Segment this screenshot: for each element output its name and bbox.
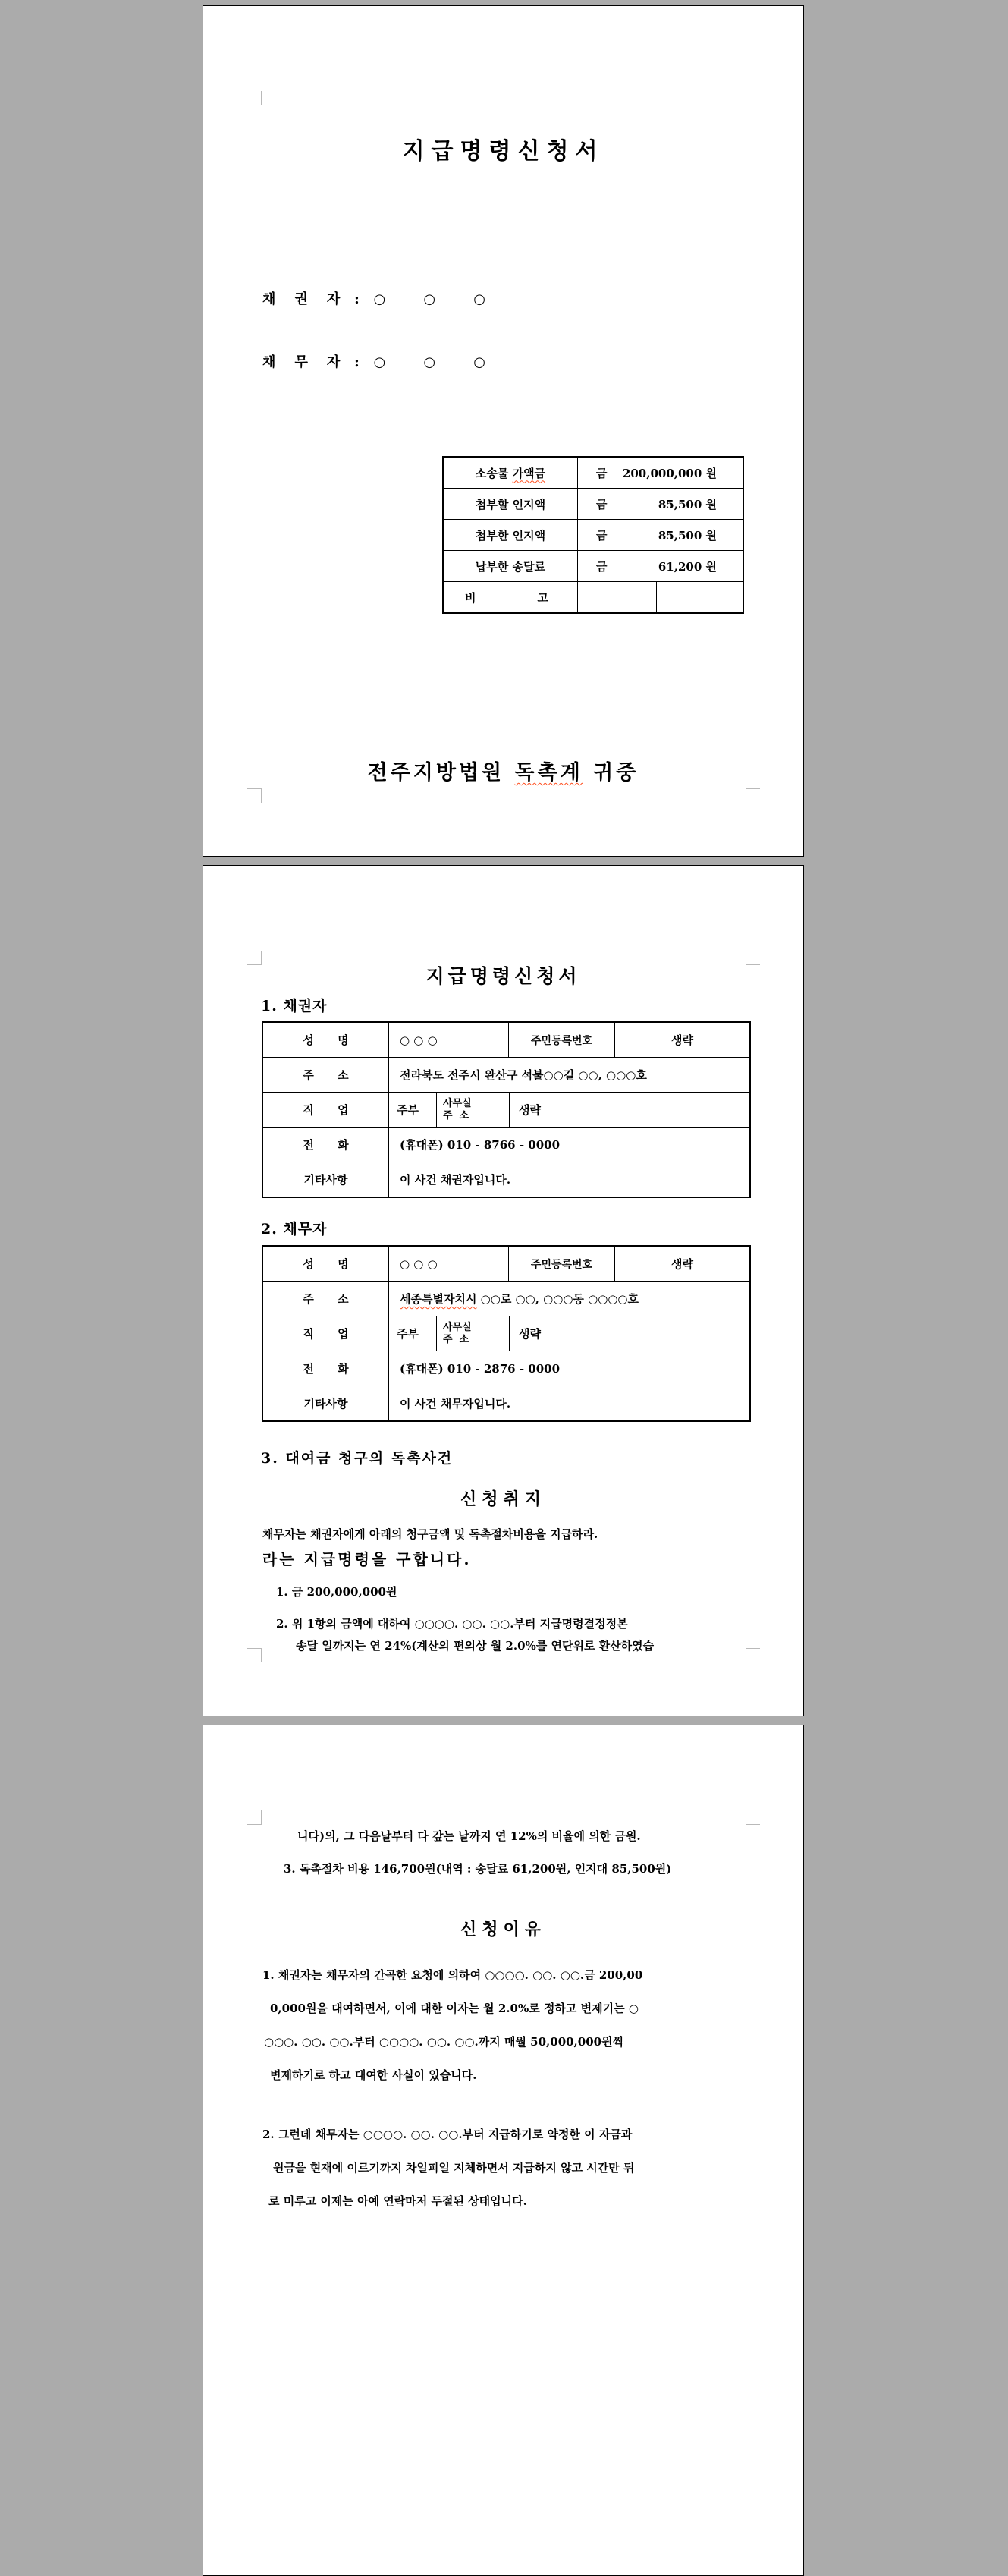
claim-continuation-line: 니다)의, 그 다음날부터 다 갚는 날까지 연 12%의 비율에 의한 금원. xyxy=(297,1829,641,1843)
amount: 200,000,000 원 xyxy=(622,466,717,480)
row-etc xyxy=(263,1162,749,1197)
fee-label-misspelled: 가액금 xyxy=(512,466,546,480)
job-value: 주부 xyxy=(388,1093,436,1127)
crop-mark-bottom-right xyxy=(746,1648,760,1662)
etc-label: 기타사항 xyxy=(303,1173,348,1187)
address-value xyxy=(388,1282,749,1316)
remarks-label-left: 비 xyxy=(465,590,476,605)
remarks-empty-cell-2 xyxy=(656,582,743,612)
job-value: 주부 xyxy=(388,1316,436,1351)
reason-para2-line1: 2. 그런데 채무자는 ○○○○. ○○. ○○.부터 지급하기로 약정한 이 자금과 xyxy=(262,2128,633,2141)
fee-label: 첨부할 인지액 xyxy=(475,497,546,511)
fee-label: 첨부한 인지액 xyxy=(475,528,546,543)
address-label: 주 소 xyxy=(303,1292,349,1306)
amount: 85,500 원 xyxy=(658,528,717,543)
reason-title: 신청이유 xyxy=(460,1920,546,1939)
creditor-info-table xyxy=(262,1021,751,1198)
address-misspelled: 세종특별자치시 xyxy=(400,1292,477,1306)
name-label: 성 명 xyxy=(303,1033,349,1047)
reason-para1-line3: ○○○. ○○. ○○.부터 ○○○○. ○○. ○○.까지 매월 50,000,000원씩 xyxy=(264,2035,624,2049)
claim-item-2-continuation: 송달 일까지는 연 24%(계산의 편의상 월 2.0%를 연단위로 환산하였습 xyxy=(296,1639,655,1653)
fee-table xyxy=(442,456,744,614)
amount: 85,500 원 xyxy=(658,497,717,511)
office-address-value: 생략 xyxy=(509,1093,749,1127)
claim-item-3: 3. 독촉절차 비용 146,700원(내역 : 송달료 61,200원, 인지대 85,500원) xyxy=(284,1862,672,1876)
fee-label-text: 소송물 xyxy=(475,466,513,480)
address-value: 전라북도 전주시 완산구 석불○○길 ○○, ○○○호 xyxy=(388,1058,749,1092)
page-title: 지급명령신청서 xyxy=(425,965,581,987)
address-rest: ○○로 ○○, ○○○동 ○○○○호 xyxy=(476,1292,639,1306)
name-value: ○ ○ ○ xyxy=(388,1023,508,1057)
fee-row-stamp-due xyxy=(444,488,743,519)
creditor-line: 채 권 자 : ○ ○ ○ xyxy=(262,291,485,307)
court-address-line xyxy=(203,756,803,785)
crop-mark-top-left xyxy=(247,91,262,105)
fee-value xyxy=(577,520,743,550)
purpose-line-1: 채무자는 채권자에게 아래의 청구금액 및 독촉절차비용을 지급하라. xyxy=(262,1527,598,1541)
office-label-line2: 주 소 xyxy=(443,1109,469,1121)
office-address-label xyxy=(436,1316,509,1351)
fee-value xyxy=(577,458,743,488)
row-phone xyxy=(263,1127,749,1162)
rrn-label: 주민등록번호 xyxy=(508,1247,614,1281)
address-label: 주 소 xyxy=(303,1068,349,1082)
crop-mark-bottom-right xyxy=(746,788,760,803)
office-label-line1: 사무실 xyxy=(443,1321,472,1333)
remarks-label xyxy=(444,582,577,612)
amount: 61,200 원 xyxy=(658,559,717,574)
fee-value xyxy=(577,551,743,581)
fee-label: 납부한 송달료 xyxy=(475,559,546,574)
crop-mark-bottom-left xyxy=(247,1648,262,1662)
rrn-value: 생략 xyxy=(614,1023,749,1057)
claim-item-2: 2. 위 1항의 금액에 대하여 ○○○○. ○○. ○○.부터 지급명령결정정본 xyxy=(276,1617,628,1631)
fee-row-stamp-attached xyxy=(444,519,743,550)
rrn-value: 생략 xyxy=(614,1247,749,1281)
phone-label: 전 화 xyxy=(303,1138,349,1152)
fee-row-remarks xyxy=(444,581,743,612)
reason-para1-line2: 0,000원을 대여하면서, 이에 대한 이자는 월 2.0%로 정하고 변제기는 ○ xyxy=(270,2002,639,2015)
purpose-title: 신청취지 xyxy=(460,1489,546,1509)
currency-mark: 금 xyxy=(596,528,608,543)
phone-label: 전 화 xyxy=(303,1362,349,1376)
crop-mark-bottom-left xyxy=(247,788,262,803)
phone-value: (휴대폰) 010 - 8766 - 0000 xyxy=(388,1128,749,1162)
row-job xyxy=(263,1316,749,1351)
row-etc xyxy=(263,1386,749,1420)
currency-mark: 금 xyxy=(596,466,608,480)
court-dept-misspelled: 독촉계 xyxy=(514,761,583,785)
rrn-label: 주민등록번호 xyxy=(508,1023,614,1057)
phone-value: (휴대폰) 010 - 2876 - 0000 xyxy=(388,1351,749,1386)
fee-label xyxy=(444,458,577,488)
reason-para1-line1: 1. 채권자는 채무자의 간곡한 요청에 의하여 ○○○○. ○○. ○○.금 200,00 xyxy=(262,1968,643,1982)
etc-value: 이 사건 채권자입니다. xyxy=(388,1162,749,1197)
row-address xyxy=(263,1281,749,1316)
purpose-line-2: 라는 지급명령을 구합니다. xyxy=(262,1550,472,1568)
etc-label: 기타사항 xyxy=(303,1397,348,1411)
office-label-line1: 사무실 xyxy=(443,1097,472,1109)
etc-value: 이 사건 채무자입니다. xyxy=(388,1386,749,1420)
claim-item-1: 1. 금 200,000,000원 xyxy=(276,1585,397,1599)
currency-mark: 금 xyxy=(596,497,608,511)
section-heading-debtor: 2. 채무자 xyxy=(261,1221,328,1238)
page-3[interactable] xyxy=(203,1725,804,2576)
name-value: ○ ○ ○ xyxy=(388,1247,508,1281)
remarks-label-right: 고 xyxy=(537,590,548,605)
row-address xyxy=(263,1057,749,1092)
row-name xyxy=(263,1023,749,1057)
page-2[interactable] xyxy=(203,865,804,1716)
crop-mark-top-right xyxy=(746,1810,760,1825)
page-title: 지급명령신청서 xyxy=(402,138,604,165)
row-job xyxy=(263,1092,749,1127)
remarks-empty-cell-1 xyxy=(577,582,656,612)
reason-para2-line2: 원금을 현재에 이르기까지 차일피일 지체하면서 지급하지 않고 시간만 뒤 xyxy=(273,2161,635,2175)
office-label-line2: 주 소 xyxy=(443,1333,469,1345)
crop-mark-top-left xyxy=(247,1810,262,1825)
section-heading-case: 3. 대여금 청구의 독촉사건 xyxy=(261,1450,454,1467)
section-heading-creditor: 1. 채권자 xyxy=(261,998,328,1014)
job-label: 직 업 xyxy=(303,1103,349,1117)
row-phone xyxy=(263,1351,749,1386)
court-name: 전주지방법원 xyxy=(367,761,515,785)
crop-mark-top-right xyxy=(746,91,760,105)
fee-value xyxy=(577,489,743,519)
name-label: 성 명 xyxy=(303,1257,349,1271)
fee-row-lawsuit-value xyxy=(444,458,743,488)
office-address-value: 생략 xyxy=(509,1316,749,1351)
page-1[interactable] xyxy=(203,5,804,857)
court-honorific: 귀중 xyxy=(583,761,639,785)
debtor-info-table xyxy=(262,1245,751,1422)
debtor-line: 채 무 자 : ○ ○ ○ xyxy=(262,354,485,370)
job-label: 직 업 xyxy=(303,1327,349,1341)
currency-mark: 금 xyxy=(596,559,608,574)
reason-para1-line4: 변제하기로 하고 대여한 사실이 있습니다. xyxy=(270,2068,477,2082)
fee-row-service-fee xyxy=(444,550,743,581)
reason-para2-line3: 로 미루고 이제는 아예 연락마저 두절된 상태입니다. xyxy=(268,2194,527,2208)
row-name xyxy=(263,1247,749,1281)
office-address-label xyxy=(436,1093,509,1127)
